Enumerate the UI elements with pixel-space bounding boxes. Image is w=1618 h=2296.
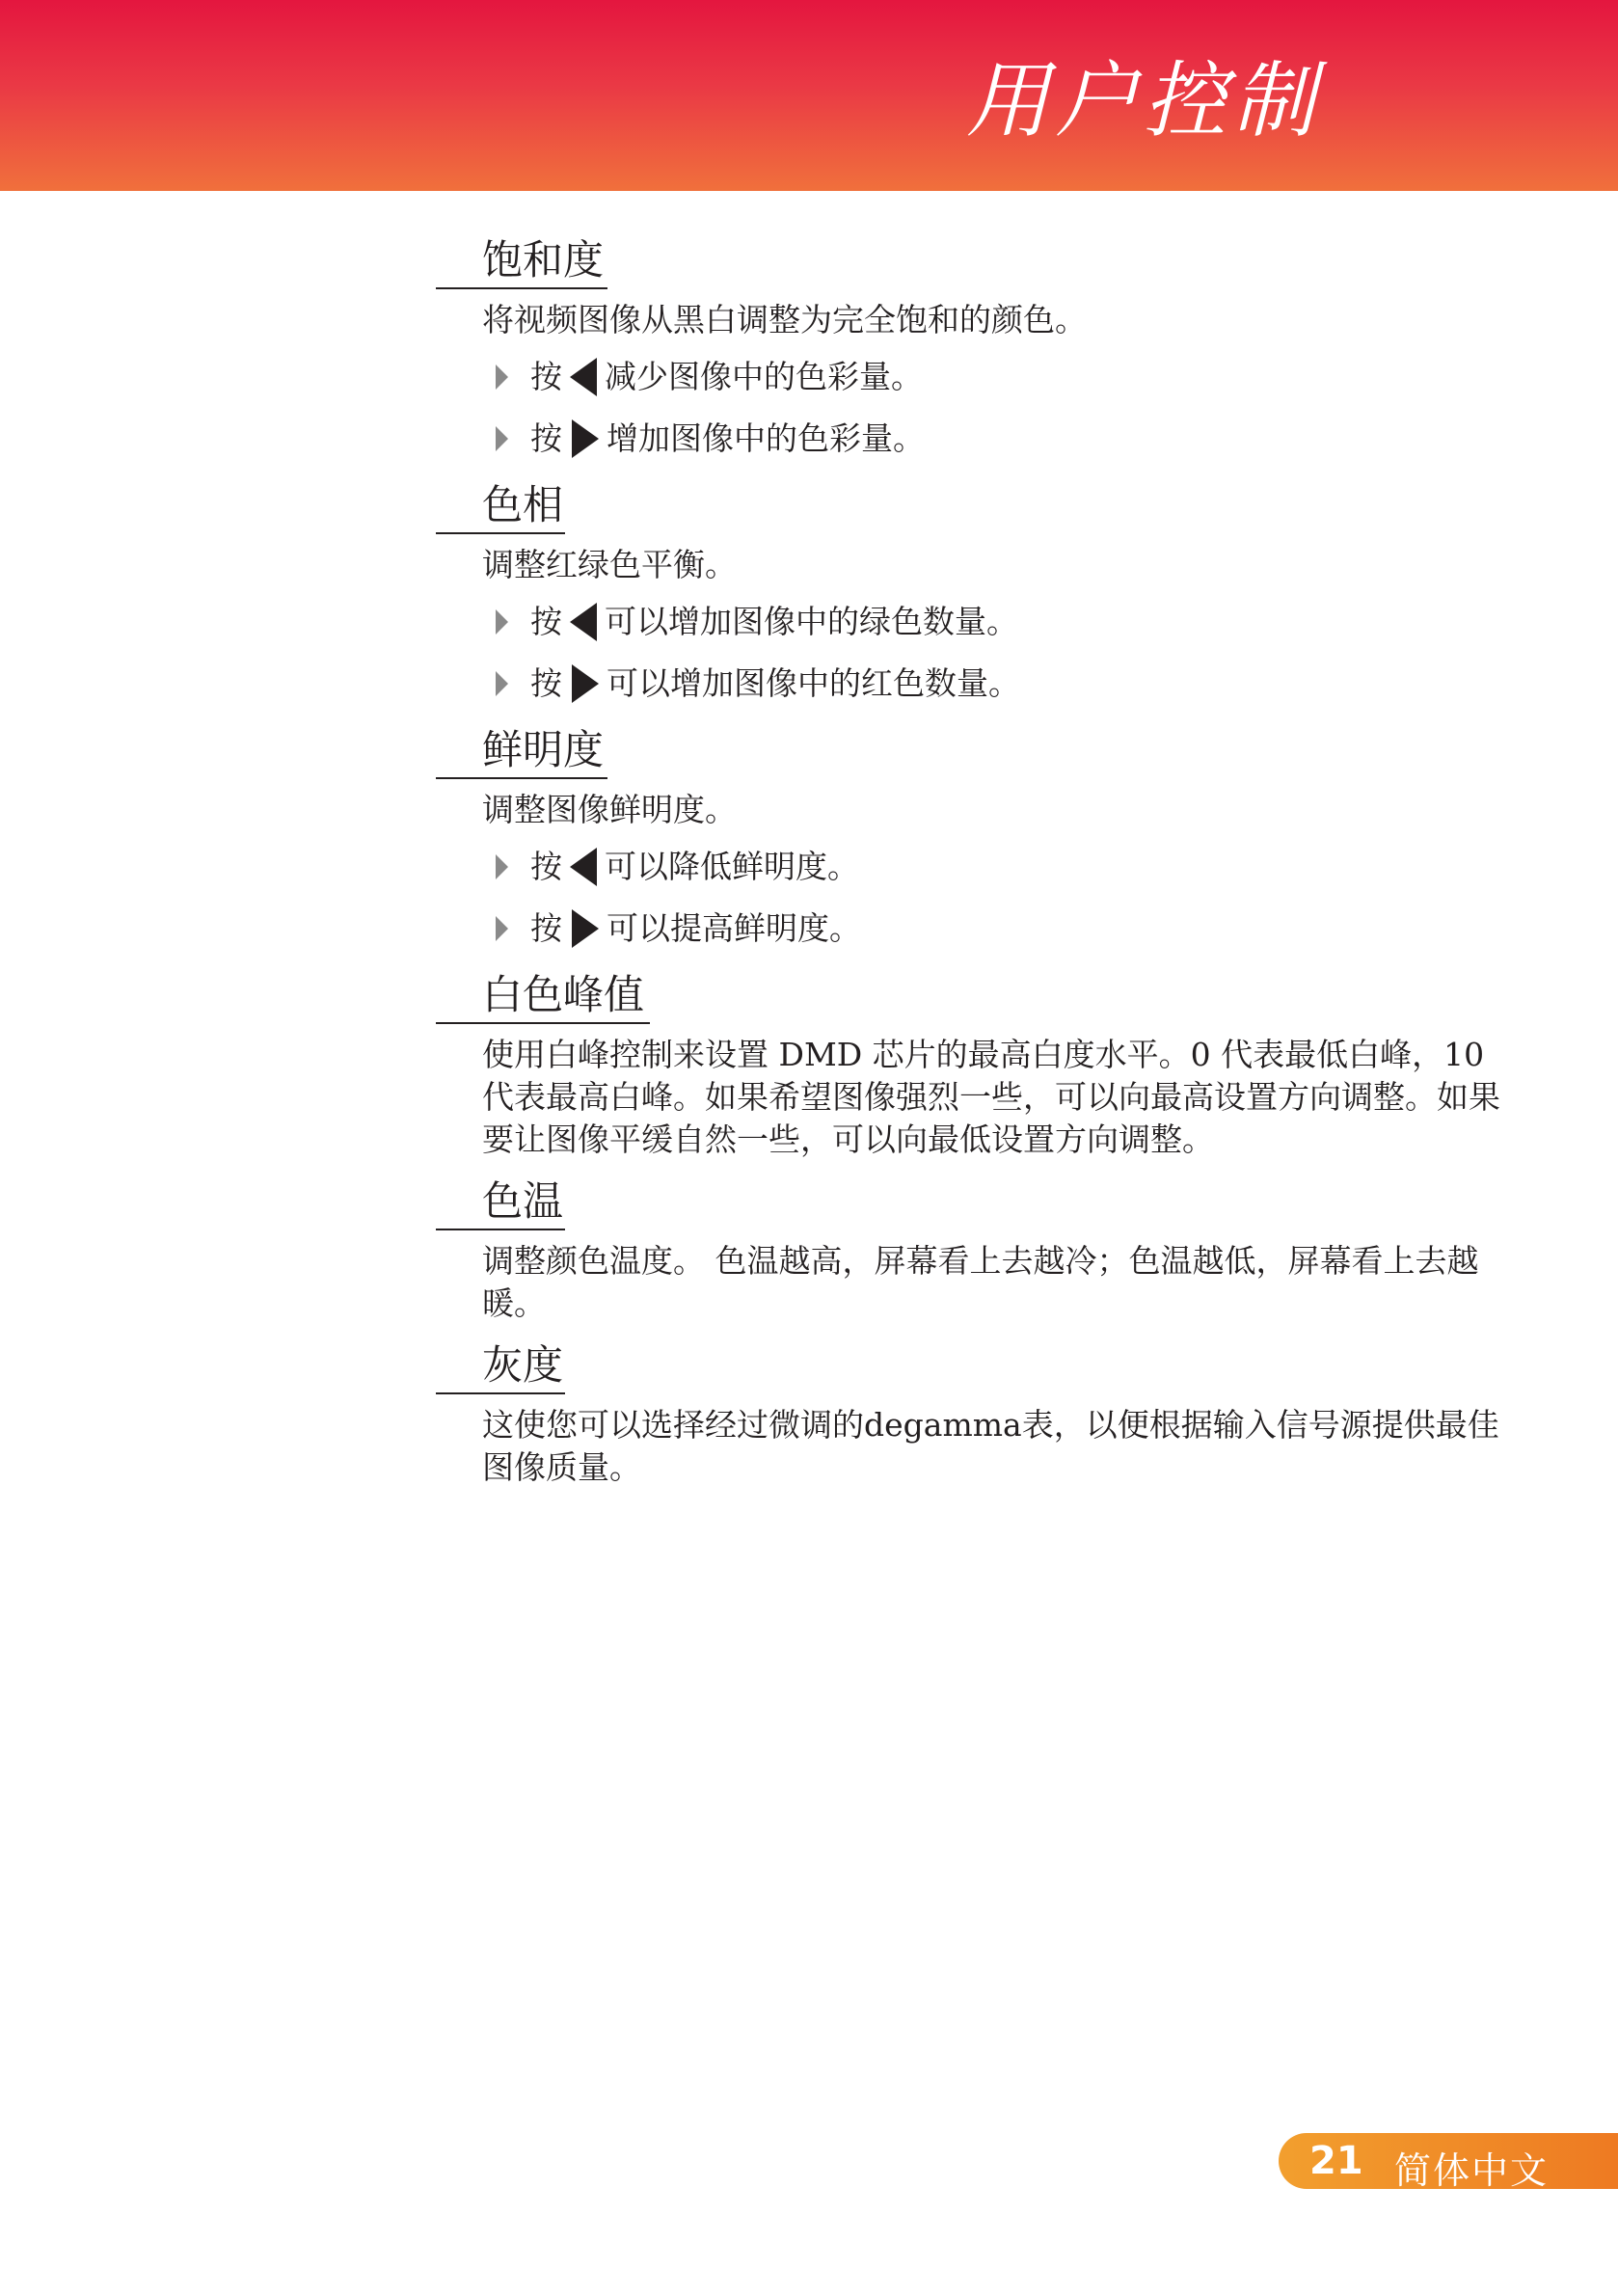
- bullet-text: 可以增加图像中的红色数量。: [607, 664, 1020, 702]
- section-gamma: [436, 1337, 1516, 1489]
- bullet-triangle-icon: [496, 365, 508, 390]
- content: [436, 231, 1516, 1500]
- bullet-triangle-icon: [496, 609, 508, 635]
- section-saturation: [436, 231, 1516, 463]
- language-label: 简体中文: [1394, 2149, 1550, 2192]
- bullet-text: 可以增加图像中的绿色数量。: [605, 603, 1018, 640]
- list-item: [436, 660, 1516, 708]
- left-arrow-icon: [570, 358, 597, 396]
- bullet-prefix: 按: [530, 419, 562, 457]
- bullet-triangle-icon: [496, 916, 508, 941]
- bullet-prefix: 按: [530, 848, 562, 885]
- section-description: 调整图像鲜明度。: [482, 791, 737, 828]
- page-number: 21: [1309, 2139, 1363, 2183]
- section-sharpness: [436, 721, 1516, 953]
- section-heading: 鲜明度: [436, 721, 1516, 779]
- bullet-triangle-icon: [496, 426, 508, 451]
- right-arrow-icon: [572, 664, 599, 703]
- bullet-prefix: 按: [530, 603, 562, 640]
- list-item: [436, 415, 1516, 463]
- header-band: [0, 0, 1618, 191]
- list-item: [436, 353, 1516, 401]
- section-heading: 色温: [436, 1173, 1516, 1230]
- bullet-prefix: 按: [530, 909, 562, 947]
- bullet-prefix: 按: [530, 664, 562, 702]
- bullet-text: 减少图像中的色彩量。: [605, 358, 923, 395]
- bullet-prefix: 按: [530, 358, 562, 395]
- page-footer-tab: [1279, 2133, 1618, 2192]
- bullet-text: 可以降低鲜明度。: [605, 848, 859, 885]
- section-heading: 白色峰值: [436, 966, 1516, 1024]
- left-arrow-icon: [570, 848, 597, 886]
- section-heading: 灰度: [436, 1337, 1516, 1394]
- section-white-peak: [436, 966, 1516, 1161]
- right-arrow-icon: [572, 419, 599, 458]
- right-arrow-icon: [572, 909, 599, 948]
- section-description: 调整红绿色平衡。: [482, 546, 737, 583]
- section-description: 使用白峰控制来设置 DMD 芯片的最高白度水平。0 代表最低白峰，10 代表最高白峰。如果希望图像强烈一些，可以向最高设置方向调整。如果要让图像平缓自然一些，可以向最低设置方向调整。: [482, 1036, 1500, 1158]
- list-item: [436, 843, 1516, 891]
- list-item: [436, 905, 1516, 953]
- list-item: [436, 598, 1516, 646]
- bullet-triangle-icon: [496, 671, 508, 696]
- bullet-triangle-icon: [496, 854, 508, 879]
- page-title: 用户控制: [966, 53, 1321, 149]
- section-description: 这使您可以选择经过微调的degamma表，以便根据输入信号源提供最佳图像质量。: [482, 1406, 1499, 1486]
- bullet-text: 可以提高鲜明度。: [607, 909, 861, 947]
- section-hue: [436, 476, 1516, 708]
- section-description: 调整颜色温度。 色温越高，屏幕看上去越冷；色温越低，屏幕看上去越暖。: [482, 1242, 1479, 1322]
- section-color-temp: [436, 1173, 1516, 1325]
- section-heading: 饱和度: [436, 231, 1516, 289]
- left-arrow-icon: [570, 603, 597, 641]
- section-description: 将视频图像从黑白调整为完全饱和的颜色。: [482, 301, 1087, 338]
- section-heading: 色相: [436, 476, 1516, 534]
- bullet-text: 增加图像中的色彩量。: [607, 419, 925, 457]
